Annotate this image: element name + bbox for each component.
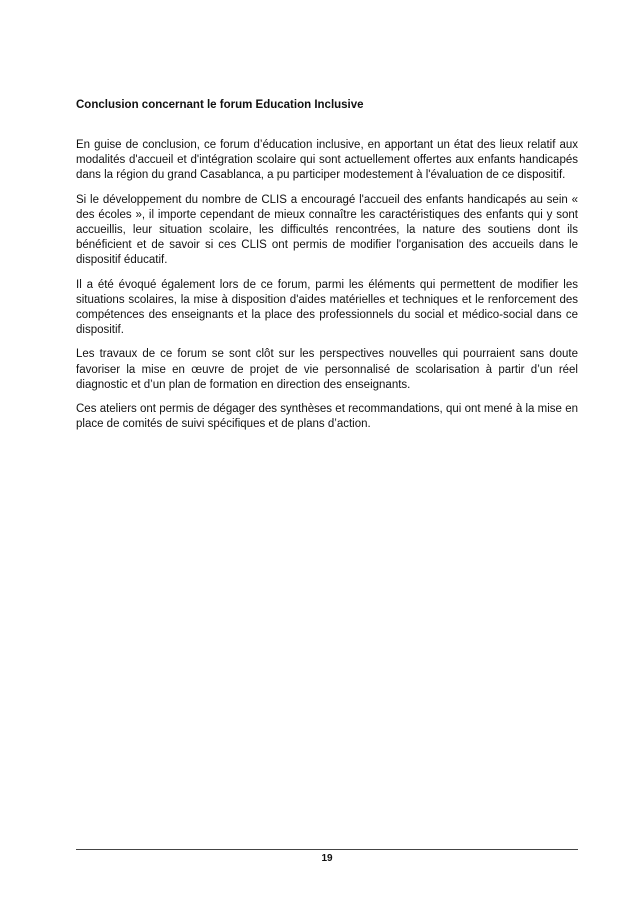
paragraph-ateliers: Ces ateliers ont permis de dégager des synthèses et recommandations, qui ont mené à la mise en place de comités de suivi spécifiques et de plans d’action.	[76, 403, 578, 431]
paragraph-clis: Si le développement du nombre de CLIS a encouragé l'accueil des enfants handicapés au sein « des écoles », il importe cependant de mieux connaître les caractéristiques des enfants qui y sont accueillis, leur situation scolaire, les difficultés rencontrées, la nature des soutiens dont ils bénéficient et de savoir si ces CLIS ont permis de modifier l'organisation des accueils dans le dispositif éducatif.	[76, 193, 578, 267]
section-heading: Conclusion concernant le forum Education Inclusive	[76, 99, 364, 111]
page-number: 19	[321, 853, 333, 864]
paragraph-elements: Il a été évoqué également lors de ce forum, parmi les éléments qui permettent de modifier les situations scolaires, la mise à disposition d'aides matérielles et techniques et le renforcement des compétences des enseignants et la place des professionnels du social et médico-social dans ce dispositif.	[76, 278, 578, 337]
footer-divider	[76, 849, 578, 850]
paragraph-conclusion: En guise de conclusion, ce forum d’éducation inclusive, en apportant un état des lieux relatif aux modalités d'accueil et d'intégration scolaire qui sont actuellement offertes aux enfants handicapés dans la région du grand Casablanca, a pu participer modestement à l'évaluation de ce dispositif.	[76, 139, 578, 182]
paragraph-perspectives: Les travaux de ce forum se sont clôt sur les perspectives nouvelles qui pourraient sans doute favoriser la mise en œuvre de projet de vie personnalisé de scolarisation à partir d’un réel diagnostic et d’un plan de formation en direction des enseignants.	[76, 348, 578, 391]
document-body	[76, 98, 578, 441]
